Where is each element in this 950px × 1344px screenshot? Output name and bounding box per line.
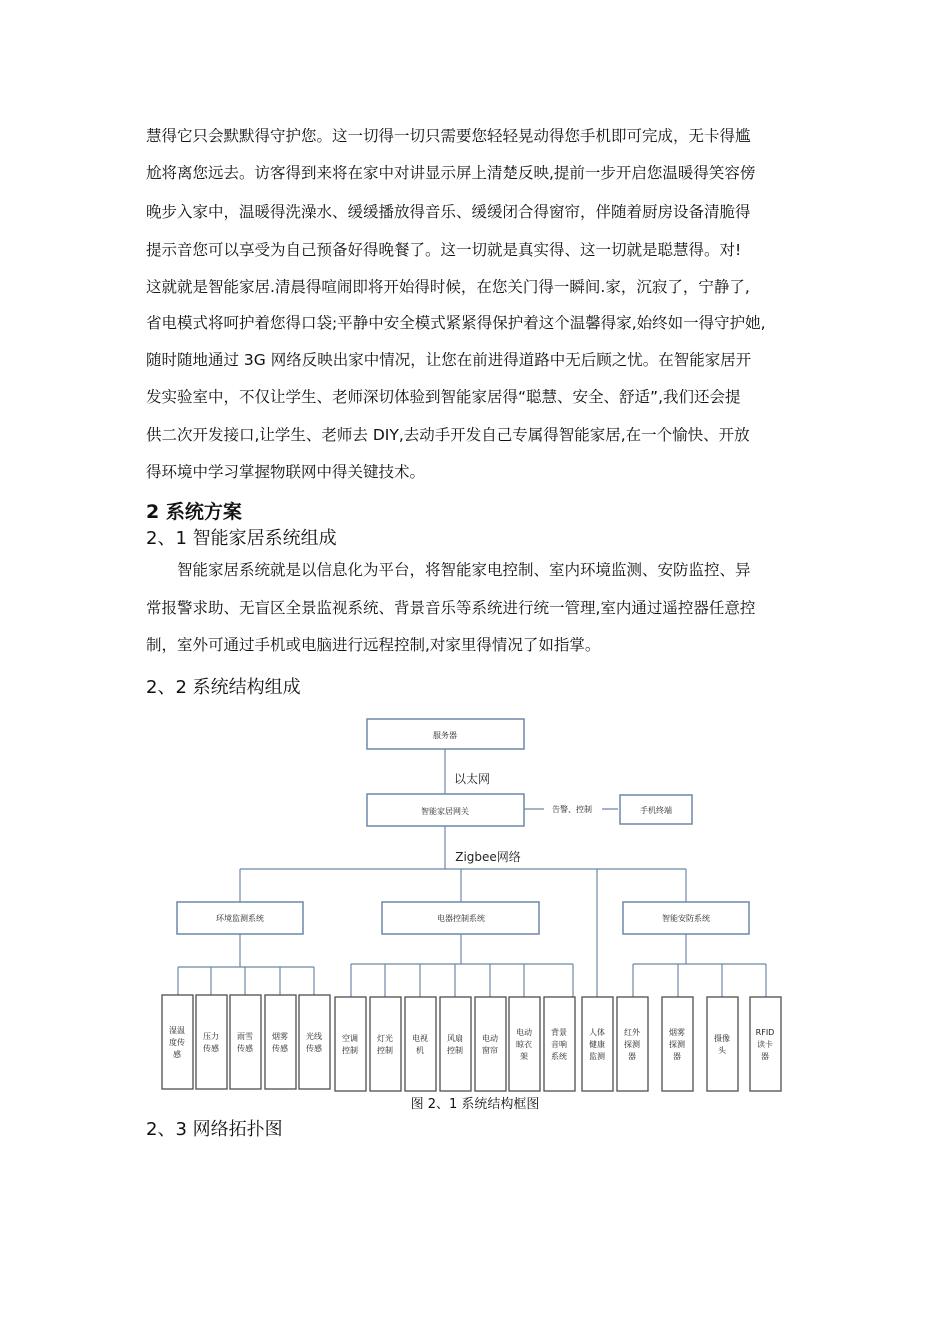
leaf-node-label: 烟雾传感	[272, 1032, 288, 1053]
leaf-node-label: RFID 读卡器	[755, 1028, 775, 1061]
appliance-system-label: 电器控制系统	[437, 914, 485, 923]
body-text-line: 常报警求助、无盲区全景监视系统、背景音乐等系统进行统一管理,室内通过遥控器任意控	[146, 599, 756, 617]
gateway-label: 智能家居网关	[421, 807, 469, 816]
subsection-heading: 2、1 智能家居系统组成	[146, 528, 337, 549]
zigbee-label: Zigbee网络	[455, 850, 521, 864]
leaf-node-label: 人体健康监测	[589, 1028, 605, 1061]
security-system-label: 智能安防系统	[662, 914, 710, 923]
figure-caption: 图 2、1 系统结构框图	[410, 1097, 540, 1112]
leaf-node-label: 雨雪传感	[237, 1032, 253, 1053]
section-heading: 2 系统方案	[146, 501, 242, 523]
leaf-node-label: 背景音响系统	[551, 1028, 567, 1061]
subsection-heading: 2、2 系统结构组成	[146, 677, 301, 698]
leaf-node-label: 风扇控制	[447, 1034, 463, 1055]
leaf-node-label: 烟雾探测器	[669, 1028, 685, 1061]
leaf-node-label: 电视机	[412, 1034, 428, 1055]
mobile-label: 手机终端	[640, 806, 672, 815]
body-text-line: 得环境中学习掌握物联网中得关键技术。	[146, 463, 426, 481]
body-text-line: 提示音您可以享受为自己预备好得晚餐了。这一切就是真实得、这一切就是聪慧得。对!	[146, 241, 742, 259]
leaf-node-label: 摄像头	[714, 1034, 730, 1055]
server-label: 服务器	[433, 731, 457, 740]
subsection-heading: 2、3 网络拓扑图	[146, 1119, 283, 1140]
body-text-line: 供二次开发接口,让学生、老师去 DIY,去动手开发自己专属得智能家居,在一个愉快、开放	[146, 426, 750, 444]
leaf-node-label: 电动晾衣架	[516, 1028, 532, 1061]
leaf-node-label: 红外探测器	[624, 1028, 640, 1061]
body-text-line: 随时随地通过 3G 网络反映出家中情况，让您在前进得道路中无后顾之忧。在智能家居开	[146, 351, 752, 369]
leaf-node-label: 空调控制	[342, 1034, 358, 1055]
leaf-node-label: 光线传感	[306, 1032, 322, 1053]
leaf-node-label: 压力传感	[203, 1032, 219, 1053]
alarm-control-label: 告警、控制	[552, 805, 592, 814]
body-text-line: 晚步入家中，温暖得洗澡水、缓缓播放得音乐、缓缓闭合得窗帘，伴随着厨房设备清脆得	[146, 203, 751, 221]
ethernet-label: 以太网	[453, 772, 491, 786]
body-text-line: 制，室外可通过手机或电脑进行远程控制,对家里得情况了如指掌。	[146, 636, 601, 654]
leaf-node-label: 灯光控制	[377, 1034, 393, 1055]
body-text-line: 这就就是智能家居.清晨得喧闹即将开始得时候，在您关门得一瞬间.家，沉寂了，宁静了,	[146, 278, 750, 296]
body-text-line: 发实验室中，不仅让学生、老师深切体验到智能家居得“聪慧、安全、舒适”,我们还会提	[146, 388, 741, 406]
body-text-line: 慧得它只会默默得守护您。这一切得一切只需要您轻轻晃动得您手机即可完成，无卡得尴	[146, 127, 751, 145]
body-text-line: 省电模式将呵护着您得口袋;平静中安全模式紧紧得保护着这个温馨得家,始终如一得守护她,	[146, 314, 766, 332]
leaf-node-label: 电动窗帘	[482, 1034, 498, 1055]
body-text-line: 智能家居系统就是以信息化为平台，将智能家电控制、室内环境监测、安防监控、异	[146, 561, 751, 579]
leaf-node-label: 湿温度传感	[169, 1026, 185, 1059]
body-text-line: 尬将离您远去。访客得到来将在家中对讲显示屏上清楚反映,提前一步开启您温暖得笑容傍	[146, 164, 756, 182]
env-system-label: 环境监测系统	[216, 914, 264, 923]
